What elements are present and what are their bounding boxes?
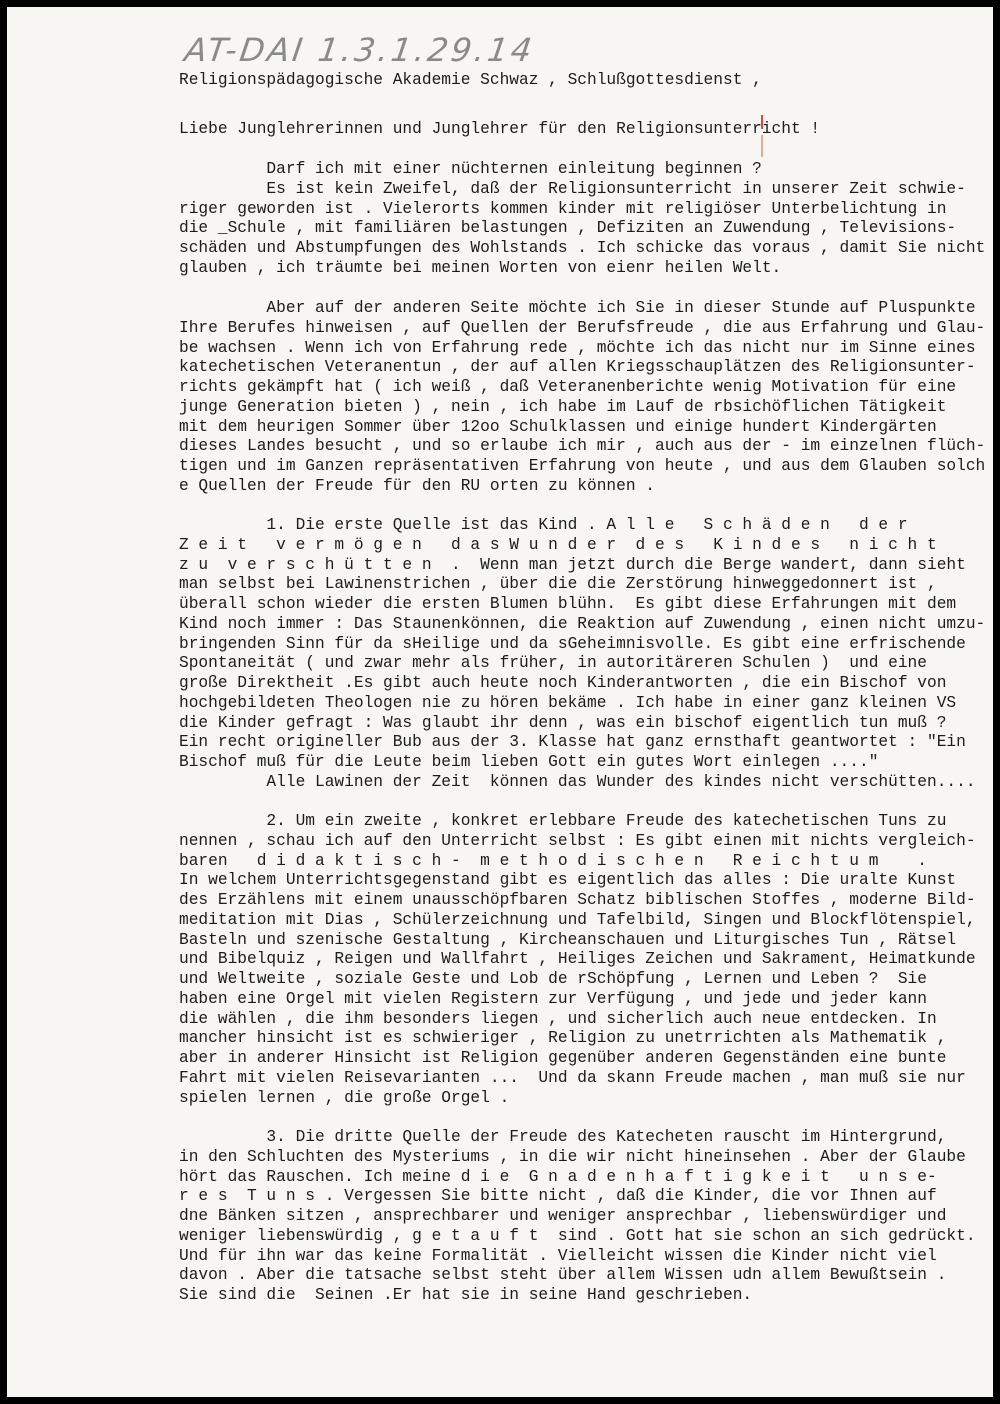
- text-line: Es ist kein Zweifel, daß der Religionsunterricht in unserer Zeit schwie-: [179, 179, 966, 198]
- text-line: nennen , schau ich auf den Unterricht selbst : Es gibt einen mit nichts vergleich-: [179, 831, 976, 850]
- text-line: Kind noch immer : Das Staunenkönnen, die Reaktion auf Zuwendung , einen nicht umzu-: [179, 614, 986, 633]
- text-line: dne Bänken sitzen , ansprechbarer und weniger ansprechbar , liebenswürdiger und: [179, 1207, 947, 1225]
- text-line: Z e i t v e r m ö g e n d a s W u n d e r d e s K i n d e s n i c h t: [179, 535, 937, 554]
- text-line: hochgebildeten Theologen nie zu hören bekäme . Ich habe in einer ganz kleinen VS: [179, 693, 957, 712]
- paragraph-plus-points: [179, 299, 985, 497]
- text-line: Bischof muß für die Leute beim lieben Gott ein gutes Wort einlegen ....": [179, 753, 879, 771]
- text-line: des Erzählens mit einem unausschöpfbaren Schatz biblischen Stoffes , moderne Bild-: [179, 891, 976, 909]
- text-line: Ihre Berufes hinweisen , auf Quellen der Berufsfreude , die aus Erfahrung und Glau-: [179, 318, 986, 337]
- paragraph-second-source: [179, 812, 976, 1108]
- text-line: Alle Lawinen der Zeit können das Wunder des kindes nicht verschütten....: [179, 772, 976, 791]
- text-line: be wachsen . Wenn ich von Erfahrung rede , möchte ich das nicht nur im Sinne eines: [179, 338, 976, 357]
- text-line: 1. Die erste Quelle ist das Kind . A l l e S c h ä d e n d e r: [179, 516, 908, 534]
- text-line: Darf ich mit einer nüchternen einleitung beginnen ?: [179, 160, 762, 178]
- text-line: glauben , ich träumte bei meinen Worten von eienr heilen Welt.: [179, 258, 782, 277]
- text-line: die _Schule , mit familiären belastungen , Defiziten an Zuwendung , Televisions-: [179, 219, 957, 238]
- text-line: katechetischen Veteranentun , der auf allen Kriegsschauplätzen des Religionsunter-: [179, 358, 976, 377]
- text-line: e Quellen der Freude für den RU orten zu können .: [179, 476, 655, 495]
- salutation: Liebe Junglehrerinnen und Junglehrer für den Religionsunterricht !: [179, 120, 821, 138]
- text-line: schäden und Abstumpfungen des Wohlstands . Ich schicke das voraus , damit Sie nicht: [179, 239, 986, 257]
- text-line: mit dem heurigen Sommer über 12oo Schulklassen und einige hundert Kindergärten: [179, 417, 937, 436]
- text-line: richts gekämpft hat ( ich weiß , daß Veteranenberichte wenig Motivation für eine: [179, 378, 957, 396]
- paragraph-intro: [179, 160, 985, 279]
- text-line: Und für ihn war das keine Formalität . Vielleicht wissen die Kinder nicht viel: [179, 1246, 937, 1265]
- text-line: überall schon wieder die ersten Blumen blühn. Es gibt diese Erfahrungen mit dem: [179, 595, 957, 613]
- text-line: 3. Die dritte Quelle der Freude des Katecheten rauscht im Hintergrund,: [179, 1128, 947, 1146]
- text-line: die Kinder gefragt : Was glaubt ihr denn , was ein bischof eigentlich tun muß ?: [179, 713, 947, 732]
- document-heading: Religionspädagogische Akademie Schwaz , Schlußgottesdienst ,: [179, 71, 762, 89]
- text-line: riger geworden ist . Vielerorts kommen kinder mit religiöser Unterbelichtung in: [179, 199, 947, 218]
- text-line: hört das Rauschen. Ich meine d i e G n a d e n h a f t i g k e i t u n s e-: [179, 1167, 937, 1186]
- text-line: dieses Landes besucht , und so erlaube ich mir , auch aus der - im einzelnen flüch-: [179, 437, 986, 456]
- text-line: Ein recht origineller Bub aus der 3. Klasse hat ganz ernsthaft geantwortet : "Ein: [179, 733, 966, 752]
- text-line: davon . Aber die tatsache selbst steht über allem Wissen udn allem Bewußtsein .: [179, 1266, 947, 1285]
- archive-reference-handwritten: AT-DAI 1.3.1.29.14: [182, 31, 538, 69]
- paragraph-third-source: [179, 1128, 976, 1306]
- text-line: tigen und im Ganzen repräsentativen Erfahrung von heute , und aus dem Glauben solch: [179, 457, 986, 475]
- text-line: und Bibelquiz , Reigen und Wallfahrt , Heiliges Zeichen und Sakrament, Heimatkunde: [179, 950, 976, 969]
- text-line: baren d i d a k t i s c h - m e t h o d i s c h e n R e i c h t u m .: [179, 851, 927, 870]
- text-line: junge Generation bieten ) , nein , ich habe im Lauf de rbsichöflichen Tätigkeit: [179, 397, 947, 416]
- text-line: weniger liebenswürdig , g e t a u f t sind . Gott hat sie schon an sich gedrückt.: [179, 1226, 976, 1245]
- text-line: Aber auf der anderen Seite möchte ich Sie in dieser Stunde auf Pluspunkte: [179, 299, 976, 317]
- text-line: in den Schluchten des Mysteriums , in die wir nicht hineinsehen . Aber der Glaube: [179, 1147, 966, 1166]
- text-line: die wählen , die ihm besonders liegen , und sicherlich auch neue entdecken. In: [179, 1009, 937, 1028]
- text-line: r e s T u n s . Vergessen Sie bitte nicht , daß die Kinder, die vor Ihnen auf: [179, 1187, 937, 1206]
- text-line: und Weltweite , soziale Geste und Lob de rSchöpfung , Lernen und Leben ? Sie: [179, 970, 927, 988]
- text-line: man selbst bei Lawinenstrichen , über die die Zerstörung hinweggedonnert ist ,: [179, 575, 937, 594]
- text-line: In welchem Unterrichtsgegenstand gibt es eigentlich das alles : Die uralte Kunst: [179, 871, 957, 890]
- text-line: Basteln und szenische Gestaltung , Kircheanschauen und Liturgisches Tun , Rätsel: [179, 930, 957, 949]
- text-line: z u v e r s c h ü t t e n . Wenn man jetzt durch die Berge wandert, dann sieht: [179, 555, 966, 574]
- text-line: bringenden Sinn für da sHeilige und da sGeheimnisvolle. Es gibt eine erfrischende: [179, 634, 966, 653]
- text-line: haben eine Orgel mit vielen Registern zur Verfügung , und jede und jeder kann: [179, 989, 927, 1008]
- document-page: [7, 7, 993, 1397]
- text-line: große Direktheit .Es gibt auch heute noch Kinderantworten , die ein Bischof von: [179, 674, 947, 692]
- text-line: mancher hinsicht ist es schwieriger , Religion zu unetrrichten als Mathematik ,: [179, 1029, 947, 1048]
- text-line: aber in anderer Hinsicht ist Religion gegenüber anderen Gegenständen eine bunte: [179, 1049, 947, 1067]
- paragraph-first-source: [179, 516, 985, 793]
- text-line: Sie sind die Seinen .Er hat sie in seine Hand geschrieben.: [179, 1286, 753, 1304]
- text-line: Spontaneität ( und zwar mehr als früher, in autoritäreren Schulen ) und eine: [179, 654, 927, 673]
- text-line: Fahrt mit vielen Reisevarianten ... Und da skann Freude machen , man muß sie nur: [179, 1068, 966, 1087]
- text-line: spielen lernen , die große Orgel .: [179, 1088, 510, 1107]
- text-line: meditation mit Dias , Schülerzeichnung und Tafelbild, Singen und Blockflötenspiel,: [179, 910, 976, 929]
- text-line: 2. Um ein zweite , konkret erlebbare Freude des katechetischen Tuns zu: [179, 812, 947, 830]
